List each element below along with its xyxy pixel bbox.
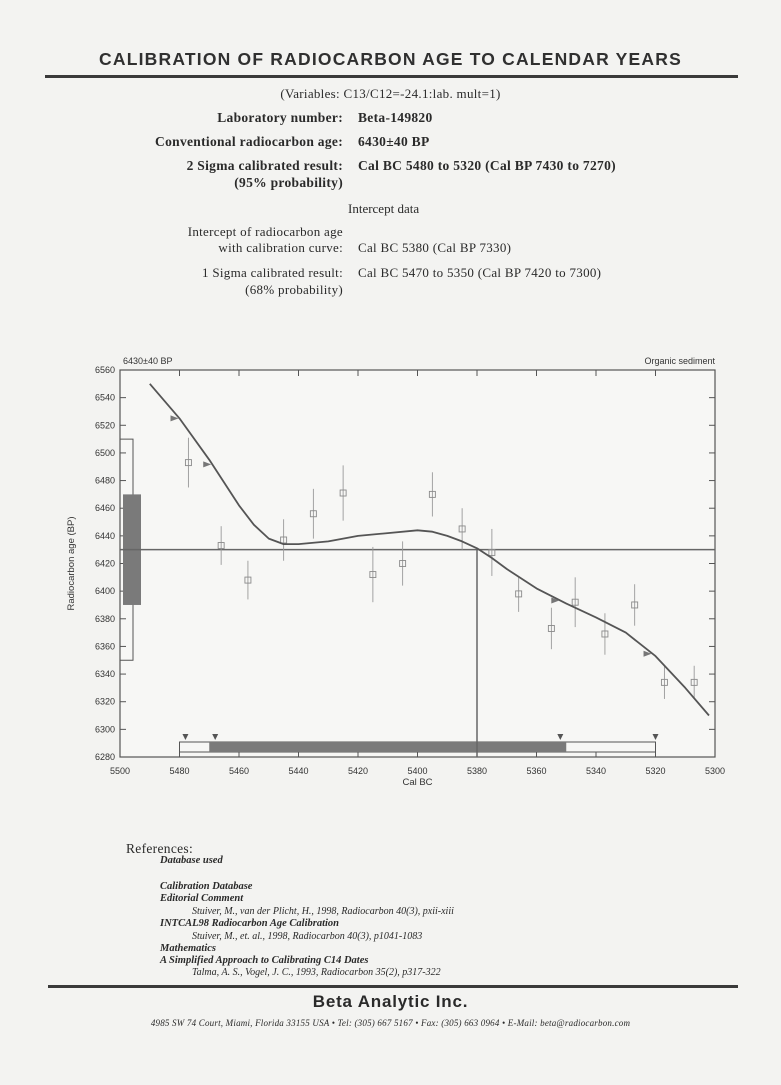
sigma1-probability: (68% probability)	[245, 282, 343, 297]
variables-line: (Variables: C13/C12=-24.1:lab. mult=1)	[280, 86, 501, 101]
reference-line: Calibration Database	[160, 881, 253, 892]
conv-age-value: 6430±40 BP	[358, 134, 430, 149]
y-tick-label: 6500	[94, 447, 115, 458]
report-title: CALIBRATION OF RADIOCARBON AGE TO CALENDAR YEARS	[99, 49, 682, 69]
y-tick-label: 6300	[94, 724, 115, 735]
y-tick-label: 6340	[94, 669, 115, 680]
company-name: Beta Analytic Inc.	[312, 992, 469, 1011]
y-tick-label: 6560	[94, 365, 115, 375]
reference-line: A Simplified Approach to Calibrating C14 Dates	[160, 955, 369, 966]
y-tick-label: 6280	[94, 752, 115, 762]
sigma2-value: Cal BC 5480 to 5320 (Cal BP 7430 to 7270)	[358, 158, 616, 173]
y-tick-label: 6540	[94, 392, 115, 403]
company-address: 4985 SW 74 Court, Miami, Florida 33155 USA • Tel: (305) 667 5167 • Fax: (305) 663 0964 • E-Mail: beta@radiocarbon.com	[150, 1018, 631, 1028]
y-tick-label: 6400	[94, 586, 115, 597]
lab-number-value: Beta-149820	[358, 110, 433, 125]
x-tick-label: 5320	[645, 766, 666, 776]
reference-line: Editorial Comment	[160, 893, 244, 904]
reference-line: INTCAL98 Radiocarbon Age Calibration	[160, 918, 340, 929]
x-axis-label: Cal BC	[402, 777, 433, 788]
sigma2-label: 2 Sigma calibrated result:	[186, 158, 343, 173]
x-tick-label: 5480	[169, 766, 190, 776]
reference-line: Database used	[160, 855, 223, 866]
references-heading: References:	[126, 841, 194, 856]
y-tick-label: 6420	[94, 558, 115, 569]
plot-frame	[120, 370, 715, 757]
intercept-label-line1: Intercept of radiocarbon age	[187, 224, 343, 239]
reference-citation: Stuiver, M., van der Plicht, H., 1998, Radiocarbon 40(3), pxii-xiii	[192, 906, 454, 917]
sigma2-probability: (95% probability)	[234, 175, 343, 190]
chart-sample-age: 6430±40 BP	[123, 356, 173, 366]
x-tick-label: 5460	[228, 766, 250, 776]
conv-age-label: Conventional radiocarbon age:	[155, 134, 343, 149]
lab-number-label: Laboratory number:	[217, 110, 343, 125]
x-tick-label: 5440	[288, 766, 309, 776]
x-tick-label: 5420	[347, 766, 369, 776]
x-tick-label: 5380	[466, 766, 488, 776]
sigma1-cal-band	[209, 742, 566, 752]
x-tick-label: 5400	[407, 766, 428, 776]
top-divider	[45, 75, 738, 78]
reference-line: Mathematics	[160, 943, 217, 954]
y-tick-label: 6480	[94, 475, 115, 486]
y-tick-label: 6520	[94, 420, 115, 431]
chart-sample-type: Organic sediment	[644, 356, 715, 366]
intercept-value: Cal BC 5380 (Cal BP 7330)	[358, 240, 512, 255]
x-tick-label: 5340	[585, 766, 607, 776]
sigma1-value: Cal BC 5470 to 5350 (Cal BP 7420 to 7300)	[358, 265, 602, 280]
sigma1-label: 1 Sigma calibrated result:	[201, 265, 343, 280]
y-axis-label: Radiocarbon age (BP)	[66, 516, 77, 611]
x-tick-label: 5300	[704, 766, 726, 776]
y-tick-label: 6460	[94, 503, 115, 514]
y-tick-label: 6320	[94, 696, 115, 707]
reference-citation: Stuiver, M., et. al., 1998, Radiocarbon 40(3), p1041-1083	[192, 931, 423, 942]
x-tick-label: 5360	[526, 766, 547, 776]
bottom-divider	[48, 985, 738, 988]
y-tick-label: 6360	[94, 641, 115, 652]
intercept-heading: Intercept data	[348, 201, 420, 216]
intercept-label-line2: with calibration curve:	[218, 240, 343, 255]
x-tick-label: 5500	[109, 766, 131, 776]
calibration-chart	[60, 350, 730, 800]
y-tick-label: 6380	[94, 613, 115, 624]
reference-citation: Talma, A. S., Vogel, J. C., 1993, Radiocarbon 35(2), p317-322	[192, 967, 441, 978]
y-tick-label: 6440	[94, 530, 115, 541]
